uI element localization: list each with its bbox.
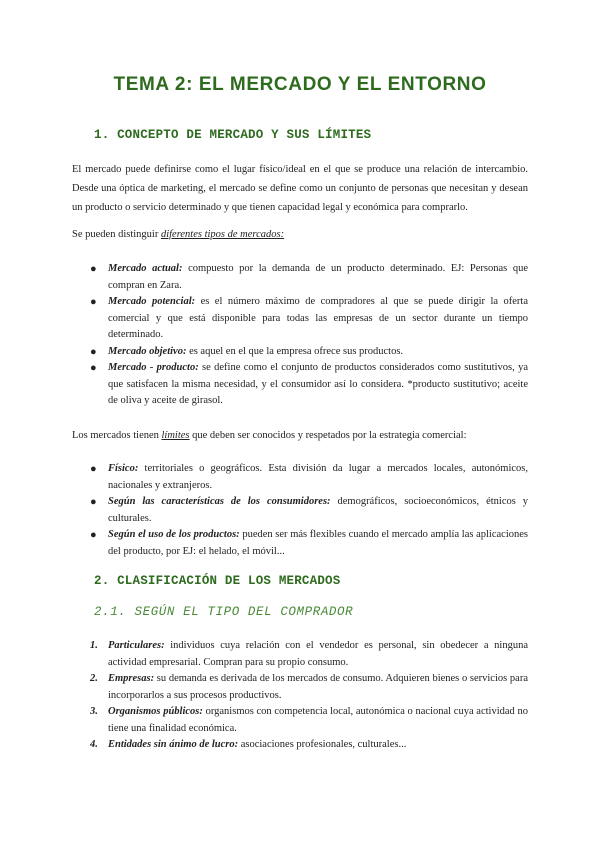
bullet-icon: ● [90, 263, 97, 275]
types-lead-emphasis: diferentes tipos de mercados: [160, 229, 285, 240]
document-title: TEMA 2: EL MERCADO Y EL ENTORNO [113, 74, 487, 95]
list-item: ● Según el uso de los productos: pueden ser más flexibles cuando el mercado amplía las aplicaciones del producto, por EJ: el helado, el móvil... [90, 529, 528, 557]
market-limits-list [90, 461, 528, 560]
list-item: 1. Particulares: individuos cuya relación con el vendedor es personal, sin obedecer a ninguna actividad empresarial. Compran para su propio consumo. [90, 640, 528, 668]
limits-lead-emphasis: límites [161, 430, 190, 441]
types-lead: Se pueden distinguir diferentes tipos de mercados: [72, 229, 285, 240]
list-item: ● Según las características de los consumidores: demográficos, socioeconómicos, étnicos y culturales. [90, 496, 529, 524]
list-item: 3. Organismos públicos: organismos con competencia local, autonómica o nacional cuya actividad no tiene una finalidad económica. [90, 706, 528, 734]
bullet-icon: ● [90, 362, 97, 374]
limits-lead: Los mercados tienen límites que deben ser conocidos y respetados por la estrategia comercial: [72, 430, 467, 441]
bullet-icon: ● [90, 496, 97, 508]
section-1-heading: 1. CONCEPTO DE MERCADO Y SUS LÍMITES [94, 128, 372, 142]
list-item: 4. Entidades sin ánimo de lucro: asociaciones profesionales, culturales... [90, 739, 407, 750]
list-item: 2. Empresas: su demanda es derivada de los mercados de consumo. Adquieren bienes o servicios para incorporarlos a sus procesos productivos. [90, 673, 528, 701]
buyer-types-list [90, 638, 528, 754]
list-item: ● Mercado objetivo: es aquel en el que la empresa ofrece sus productos. [90, 344, 528, 361]
list-item: ● Físico: territoriales o geográficos. Esta división da lugar a mercados locales, autonómicos, nacionales y extranjeros. [90, 463, 528, 491]
list-item: ● Mercado potencial: es el número máximo de compradores al que se puede dirigir la oferta comercial y que está disponible para todas las empresas de un sector durante un tiempo determinado. [90, 296, 528, 340]
market-types-list [90, 261, 528, 410]
bullet-icon: ● [90, 463, 97, 475]
bullet-icon: ● [90, 529, 97, 541]
section-2-1-heading: 2.1. SEGÚN EL TIPO DEL COMPRADOR [94, 605, 354, 619]
section-1-intro: El mercado puede definirse como el lugar físico/ideal en el que se produce una relación de intercambio. Desde una óptica de marketing, el mercado se define como un conjunto de personas que necesitan y desean un producto o servicio determinado y que tienen capacidad legal y económica para comprarlo. [72, 164, 528, 213]
section-2-heading: 2. CLASIFICACIÓN DE LOS MERCADOS [94, 574, 341, 588]
bullet-icon: ● [90, 296, 97, 308]
list-item: ● Mercado - producto: se define como el conjunto de productos considerados como sustitutivos, ya que satisfacen la misma necesidad, y el consumidor así lo considera. *producto sustitutivo; aceite de oliva y aceite de girasol. [90, 362, 528, 406]
bullet-icon: ● [90, 345, 97, 358]
list-item: ● Mercado actual: compuesto por la demanda de un producto determinado. EJ: Personas que compran en Zara. [90, 263, 528, 291]
